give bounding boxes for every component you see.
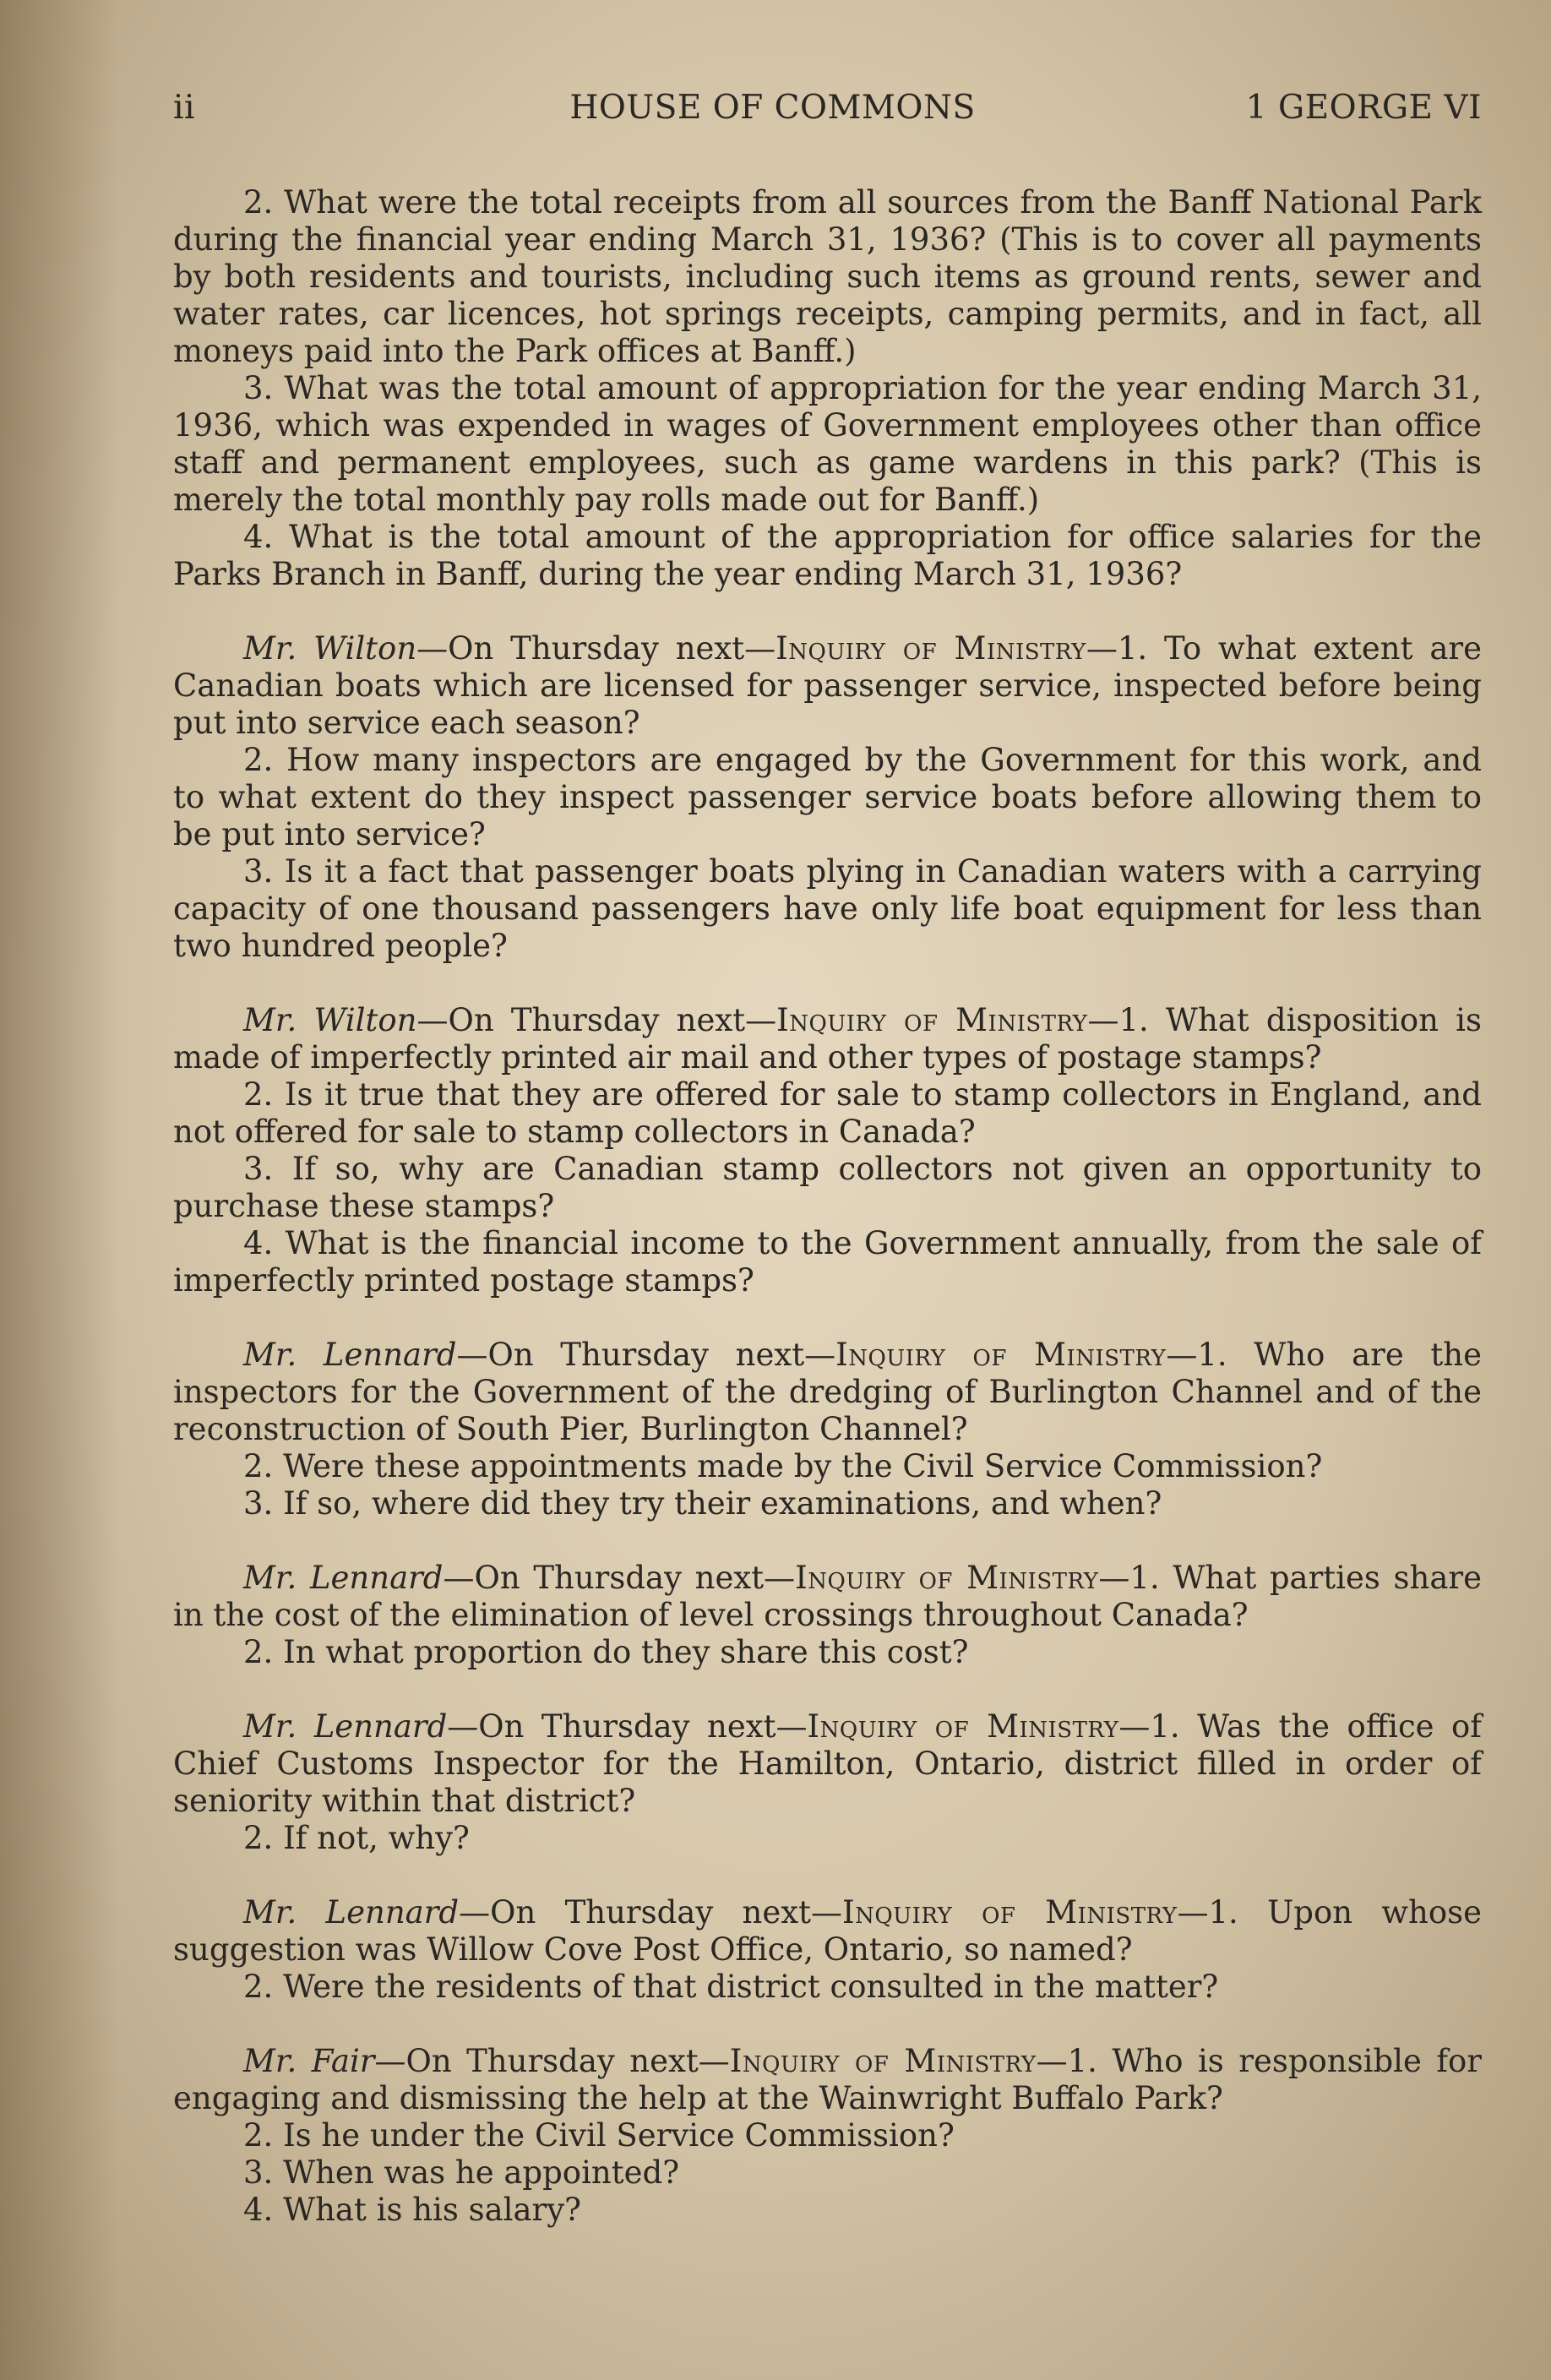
member-name: Mr. Wilton — [243, 630, 417, 667]
question-paragraph: 3. What was the total amount of appropriation for the year ending March 31, 1936, which was expended in wages of Government employees other than office staff and permanent employees, such as game wardens in this park? (This is merely the total monthly pay rolls made out for Banff.) — [173, 370, 1482, 518]
notice-kind: Inquiry of Ministry — [795, 1560, 1099, 1596]
question-paragraph: 2. Is it true that they are offered for sale to stamp collectors in England, and not offered for sale to stamp collectors in Canada? — [173, 1076, 1482, 1150]
first-question: —1. What disposition is made of imperfectly printed air mail and other types of postage stamps? — [173, 1002, 1482, 1076]
question-paragraph: 4. What is the financial income to the Government annually, from the sale of imperfectly printed postage stamps? — [173, 1225, 1482, 1299]
question-paragraph: 3. If so, where did they try their examinations, and when? — [243, 1485, 1162, 1522]
notice-opening — [173, 1708, 1482, 1820]
member-name: Mr. Lennard — [243, 1708, 448, 1745]
question-paragraph: 3. When was he appointed? — [243, 2154, 680, 2191]
first-question: —1. What parties share in the cost of the elimination of level crossings throughout Canada? — [173, 1560, 1483, 1633]
notice-of-question — [173, 630, 1482, 965]
notice-of-question — [173, 1560, 1482, 1671]
question-paragraph: 2. If not, why? — [243, 1820, 470, 1856]
question-paragraph: 2. In what proportion do they share this cost? — [243, 1634, 969, 1670]
notice-kind: Inquiry of Ministry — [841, 1894, 1178, 1931]
question-paragraph: 2. Were the residents of that district consulted in the matter? — [243, 1969, 1219, 2005]
notice-when: —On Thursday next— — [416, 630, 776, 667]
header-regnal-year: 1 GEORGE VI — [1245, 89, 1482, 127]
member-name: Mr. Lennard — [243, 1894, 460, 1931]
notice-kind: Inquiry of Ministry — [776, 1002, 1088, 1038]
notice-opening — [173, 1002, 1482, 1076]
first-question: —1. Who are the inspectors for the Government of the dredging of Burlington Channel and of the reconstruction of South Pier, Burlington Channel? — [173, 1337, 1482, 1447]
first-question: —1. Was the office of Chief Customs Inspector for the Hamilton, Ontario, district filled in order of seniority within that district? — [173, 1708, 1482, 1819]
notice-of-question — [173, 2043, 1482, 2229]
document-body — [173, 184, 1482, 2229]
notice-when: —On Thursday next— — [374, 2043, 730, 2079]
page-number: ii — [173, 89, 195, 127]
continued-questions — [173, 184, 1482, 593]
notice-of-question — [173, 1002, 1482, 1299]
first-question: —1. Upon whose suggestion was Willow Cove Post Office, Ontario, so named? — [173, 1894, 1483, 1968]
notice-opening — [173, 630, 1482, 742]
question-paragraph: 4. What is the total amount of the appropriation for office salaries for the Parks Branch in Banff, during the year ending March 31, 1936? — [173, 519, 1482, 592]
first-question: —1. Who is responsible for engaging and dismissing the help at the Wainwright Buffalo Park? — [173, 2043, 1482, 2116]
notice-opening — [173, 1894, 1482, 1969]
question-paragraph: 2. What were the total receipts from all sources from the Banff National Park during the financial year ending March 31, 1936? (This is to cover all payments by both residents and tourists, including such items as ground rents, sewer and water rates, car licences, hot springs receipts, camping permits, and in fact, all moneys paid into the Park offices at Banff.) — [173, 184, 1482, 369]
question-paragraph: 4. What is his salary? — [243, 2192, 581, 2228]
notice-opening — [173, 1560, 1482, 1634]
notice-of-question — [173, 1894, 1482, 2006]
first-question: —1. To what extent are Canadian boats which are licensed for passenger service, inspected before being put into service each season? — [173, 630, 1482, 741]
notice-of-question — [173, 1337, 1482, 1522]
question-paragraph: 3. Is it a fact that passenger boats plying in Canadian waters with a carrying capacity of one thousand passengers have only life boat equipment for less than two hundred people? — [173, 853, 1482, 964]
member-name: Mr. Lennard — [243, 1337, 457, 1373]
running-header — [173, 89, 1482, 139]
question-paragraph: 3. If so, why are Canadian stamp collectors not given an opportunity to purchase these stamps? — [173, 1151, 1482, 1224]
notice-when: —On Thursday next— — [456, 1337, 836, 1373]
notice-when: —On Thursday next— — [459, 1894, 842, 1931]
question-paragraph: 2. Is he under the Civil Service Commission? — [243, 2117, 955, 2154]
notice-opening — [173, 1337, 1482, 1448]
notice-kind: Inquiry of Ministry — [835, 1337, 1167, 1373]
member-name: Mr. Fair — [243, 2043, 375, 2079]
notice-opening — [173, 2043, 1482, 2117]
question-paragraph: 2. How many inspectors are engaged by the Government for this work, and to what extent do they inspect passenger service boats before allowing them to be put into service? — [173, 742, 1482, 852]
header-title: HOUSE OF COMMONS — [569, 89, 976, 127]
question-paragraph: 2. Were these appointments made by the Civil Service Commission? — [243, 1448, 1323, 1484]
member-name: Mr. Lennard — [243, 1560, 444, 1596]
notice-of-question — [173, 1708, 1482, 1857]
notice-kind: Inquiry of Ministry — [807, 1708, 1119, 1745]
member-name: Mr. Wilton — [243, 1002, 417, 1038]
notice-when: —On Thursday next— — [447, 1708, 808, 1745]
notice-when: —On Thursday next— — [443, 1560, 796, 1596]
notice-kind: Inquiry of Ministry — [776, 630, 1086, 667]
notice-when: —On Thursday next— — [416, 1002, 777, 1038]
notice-kind: Inquiry of Ministry — [729, 2043, 1037, 2079]
